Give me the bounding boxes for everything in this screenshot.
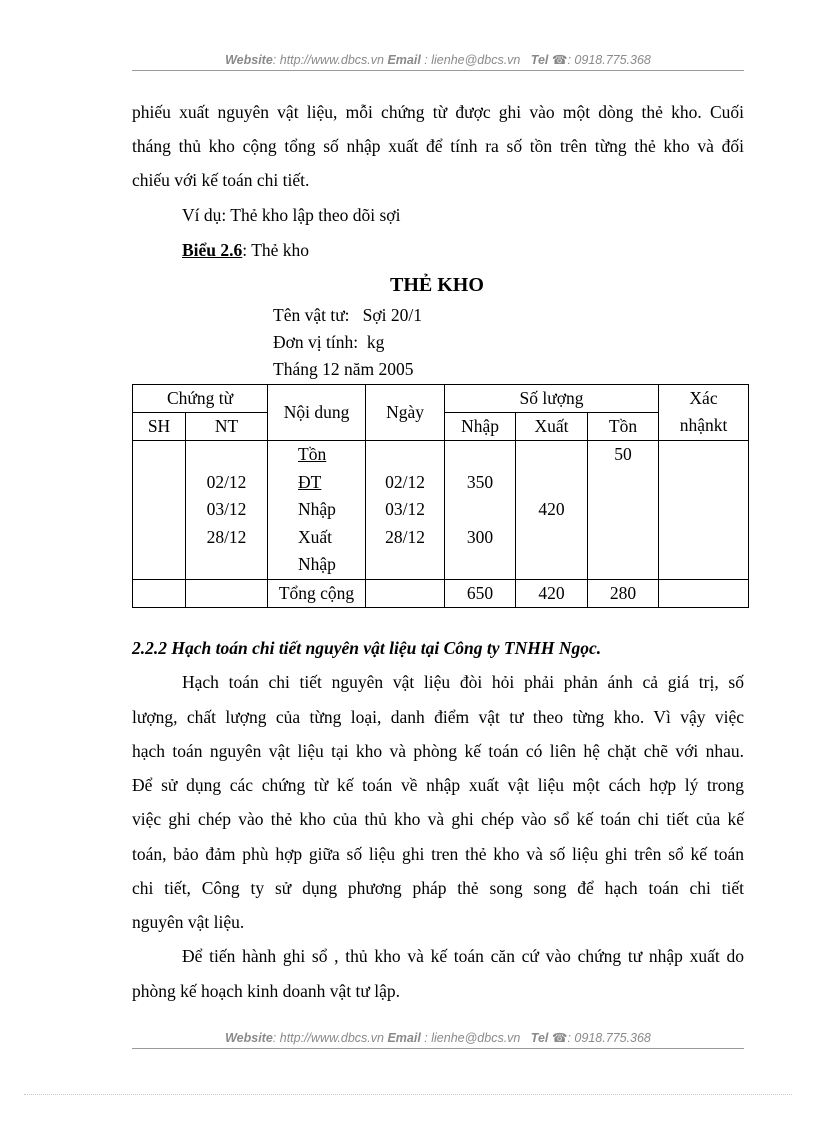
para1-line-2: lượng, chất lượng của từng loại, danh điểm vật tư theo từng kho. Vì vậy việc [132, 707, 744, 727]
para1-line-8: nguyên vật liệu. [132, 912, 245, 932]
page-footer [132, 1030, 744, 1045]
para1-line-1: Hạch toán chi tiết nguyên vật liệu đòi hỏi phải phản ánh cả giá trị, số [182, 672, 744, 692]
header-xacnhan [659, 385, 749, 441]
table-cell: Tồn [298, 444, 327, 464]
total-ngay [366, 580, 445, 608]
noidung-cell [268, 441, 366, 580]
total-sh [133, 580, 186, 608]
xacnhan-cell [659, 441, 749, 580]
nhap-cell [445, 441, 516, 580]
header-nhankt: nhậnkt [679, 415, 728, 435]
total-xuat: 420 [516, 580, 588, 608]
table-cell [445, 441, 515, 469]
unit-row [273, 332, 384, 352]
header-nt: NT [186, 413, 268, 441]
tel-value: : 0918.775.368 [567, 53, 651, 67]
table-header-row-1 [133, 385, 749, 413]
table-cell: 02/12 [206, 471, 247, 492]
phone-icon: ☎ [551, 1031, 568, 1045]
table-cell: 350 [466, 471, 494, 492]
sh-cell [133, 441, 186, 580]
page-edge-divider [24, 1094, 792, 1095]
table-cell [366, 441, 444, 469]
website-url: : http://www.dbcs.vn [272, 53, 384, 67]
footer-tel-value: : 0918.775.368 [567, 1031, 651, 1045]
total-label: Tổng cộng [268, 580, 366, 608]
section-heading: 2.2.2 Hạch toán chi tiết nguyên vật liệu tại Công ty TNHH Ngọc. [132, 638, 602, 658]
header-sh: SH [133, 413, 186, 441]
table-cell: 420 [538, 499, 565, 519]
intro-line-2: tháng thủ kho cộng tổng số nhập xuất để tính ra số tồn trên từng thẻ kho và đối [132, 136, 744, 156]
table-cell: 02/12 [385, 471, 425, 492]
total-nhap: 650 [445, 580, 516, 608]
table-cell: 28/12 [385, 526, 425, 547]
page-header [132, 52, 744, 67]
material-value: Sợi 20/1 [362, 305, 423, 325]
header-soluong: Số lượng [445, 385, 659, 413]
website-label: Website [225, 53, 273, 67]
period-row: Tháng 12 năm 2005 [273, 359, 414, 379]
xuat-cell [516, 441, 588, 580]
table-cell: 03/12 [206, 499, 247, 519]
intro-line-1: phiếu xuất nguyên vật liệu, mỗi chứng từ được ghi vào một dòng thẻ kho. Cuối [132, 102, 744, 122]
table-total-row [133, 580, 749, 608]
table-cell [186, 441, 267, 469]
header-chungtu: Chứng từ [133, 385, 268, 413]
figure-caption-text: : Thẻ kho [242, 240, 310, 260]
para1-line-3: hạch toán nguyên vật liệu tại kho và phòng kế toán có liên hệ chặt chẽ với nhau. [132, 741, 744, 761]
unit-label: Đơn vị tính: [273, 332, 359, 352]
table-cell: 03/12 [385, 499, 425, 519]
para2-line-2: phòng kế hoạch kinh doanh vật tư lập. [132, 981, 401, 1001]
table-cell: Nhập [298, 554, 336, 574]
footer-tel-label: Tel [530, 1031, 549, 1045]
table-cell [516, 469, 587, 497]
figure-caption [182, 240, 744, 260]
table-cell [516, 524, 587, 552]
total-ton: 280 [588, 580, 659, 608]
table-cell [516, 441, 587, 469]
header-ngay: Ngày [366, 385, 445, 441]
header-xuat: Xuất [516, 413, 588, 441]
footer-website-label: Website [225, 1031, 273, 1045]
table-cell: 28/12 [206, 526, 247, 547]
para1-line-6: toán, bảo đảm phù hợp giữa số liệu ghi tren thẻ kho và số liệu ghi trên sổ kế toán [132, 844, 744, 864]
unit-value: kg [366, 332, 385, 352]
table-cell: 300 [466, 526, 494, 547]
stock-card-table [132, 384, 749, 608]
footer-email-value: : lienhe@dbcs.vn [424, 1031, 521, 1045]
material-label: Tên vật tư: [273, 305, 350, 325]
para1-line-7: chi tiết, Công ty sử dụng phương pháp thẻ song song để hạch toán chi tiết [132, 878, 744, 898]
email-label: Email [387, 53, 421, 67]
email-value: : lienhe@dbcs.vn [424, 53, 521, 67]
material-row [273, 305, 422, 325]
table-cell: Xuất [298, 526, 333, 547]
footer-email-label: Email [387, 1031, 421, 1045]
phone-icon: ☎ [551, 53, 568, 67]
ton-cell [588, 441, 659, 580]
card-title: THẺ KHO [390, 274, 484, 296]
header-xac: Xác [689, 388, 718, 408]
table-cell: ĐT [298, 471, 322, 492]
footer-website-url: : http://www.dbcs.vn [272, 1031, 384, 1045]
footer-rule [132, 1048, 744, 1049]
tel-label: Tel [530, 53, 549, 67]
header-nhap: Nhập [445, 413, 516, 441]
header-noidung: Nội dung [268, 385, 366, 441]
total-nt [186, 580, 268, 608]
header-rule [132, 70, 744, 71]
table-cell: Nhập [298, 499, 336, 519]
para2-line-1: Để tiến hành ghi sổ , thủ kho và kế toán căn cứ vào chứng tư nhập xuất do [182, 946, 744, 966]
intro-line-3: chiếu với kế toán chi tiết. [132, 170, 310, 190]
para1-line-4: Để sử dụng các chứng từ kế toán về nhập xuất vật liệu một cách hợp lý trong [132, 775, 744, 795]
figure-label: Biểu 2.6 [182, 240, 243, 260]
para1-line-5: việc ghi chép vào thẻ kho của thủ kho và ghi chép vào sổ kế toán chi tiết của kế [132, 809, 744, 829]
table-cell [445, 496, 515, 524]
example-line: Ví dụ: Thẻ kho lập theo dõi sợi [182, 205, 401, 225]
table-cell: 50 [614, 444, 632, 464]
table-body-row [133, 441, 749, 580]
ngay-cell [366, 441, 445, 580]
total-xacnhan [659, 580, 749, 608]
header-ton: Tồn [588, 413, 659, 441]
nt-cell [186, 441, 268, 580]
